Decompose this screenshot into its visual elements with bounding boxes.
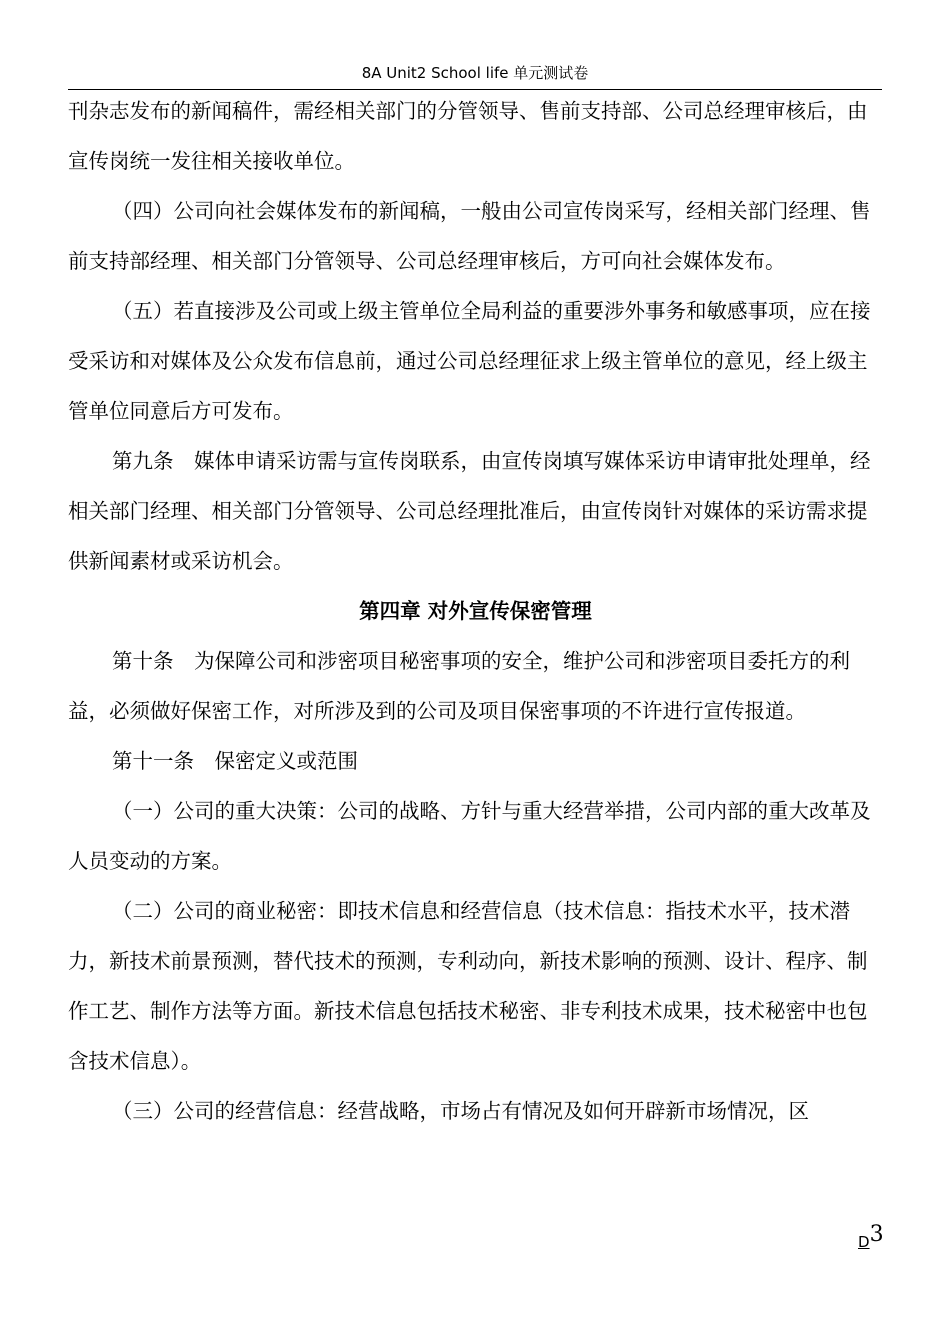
document-body <box>68 86 883 1136</box>
header-title: 8A Unit2 School life 单元测试卷 <box>361 64 589 82</box>
scope-item-1: （一）公司的重大决策：公司的战略、方针与重大经营举措，公司内部的重大改革及人员变动的方案。 <box>68 799 871 873</box>
chapter-heading: 第四章 对外宣传保密管理 <box>359 599 592 623</box>
page-header <box>68 64 882 82</box>
paragraph-item-4: （四）公司向社会媒体发布的新闻稿，一般由公司宣传岗采写，经相关部门经理、售前支持部经理、相关部门分管领导、公司总经理审核后，方可向社会媒体发布。 <box>68 199 871 273</box>
paragraph-item-5: （五）若直接涉及公司或上级主管单位全局利益的重要涉外事务和敏感事项，应在接受采访和对媒体及公众发布信息前，通过公司总经理征求上级主管单位的意见，经上级主管单位同意后方可发布。 <box>68 299 871 423</box>
article-11-title: 第十一条 保密定义或范围 <box>112 749 358 773</box>
paragraph-continuation: 刊杂志发布的新闻稿件，需经相关部门的分管领导、售前支持部、公司总经理审核后，由宣传岗统一发往相关接收单位。 <box>68 99 868 173</box>
article-10: 第十条 为保障公司和涉密项目秘密事项的安全，维护公司和涉密项目委托方的利益，必须做好保密工作，对所涉及到的公司及项目保密事项的不许进行宣传报道。 <box>68 649 850 723</box>
page-number: 3 <box>869 1222 884 1247</box>
page-footer <box>858 1222 884 1251</box>
footer-letter: D <box>858 1233 870 1251</box>
article-9: 第九条 媒体申请采访需与宣传岗联系，由宣传岗填写媒体采访申请审批处理单，经相关部门经理、相关部门分管领导、公司总经理批准后，由宣传岗针对媒体的采访需求提供新闻素材或采访机会。 <box>68 449 871 573</box>
scope-item-3: （三）公司的经营信息：经营战略，市场占有情况及如何开辟新市场情况，区 <box>112 1099 809 1123</box>
scope-item-2: （二）公司的商业秘密：即技术信息和经营信息（技术信息：指技术水平，技术潜力，新技术前景预测，替代技术的预测，专利动向，新技术影响的预测、设计、程序、制作工艺、制作方法等方面。新技术信息包括技术秘密、非专利技术成果，技术秘密中也包含技术信息）。 <box>68 899 868 1073</box>
